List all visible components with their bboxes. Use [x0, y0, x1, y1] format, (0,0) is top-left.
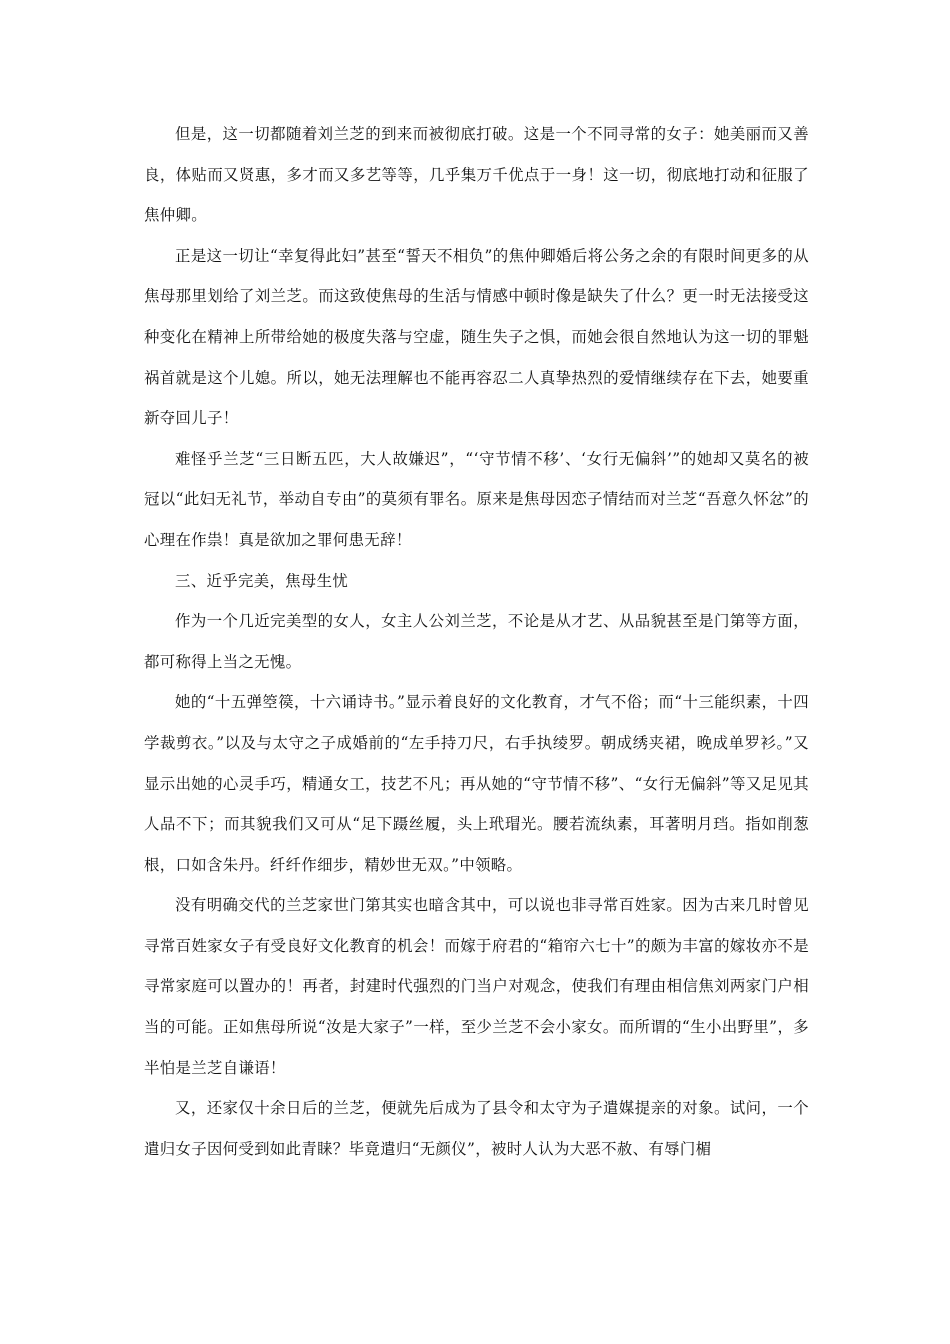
paragraph-5: 她的“十五弹箜篌，十六诵诗书。”显示着良好的文化教育，才气不俗；而“十三能织素，十四学裁剪衣。”以及与太守之子成婚前的“左手持刀尺，右手执绫罗。朝成绣夹裙，晚成单罗衫。”又显示出她的心灵手巧，精通女工，技艺不凡；再从她的“守节情不移”、“女行无偏斜”等又足见其人品不下；而其貌我们又可从“足下蹑丝履，头上玳瑁光。腰若流纨素，耳著明月珰。指如削葱根，口如含朱丹。纤纤作细步，精妙世无双。”中领略。	[144, 693, 809, 874]
document-page	[144, 114, 809, 1169]
paragraph-3: 难怪乎兰芝“三日断五匹，大人故嫌迟”，“‘守节情不移’、‘女行无偏斜’”的她却又莫名的被冠以“此妇无礼节，举动自专由”的莫须有罪名。原来是焦母因恋子情结而对兰芝“吾意久怀忿”的心理在作祟！真是欲加之罪何患无辞！	[144, 449, 809, 549]
paragraph-1: 但是，这一切都随着刘兰芝的到来而被彻底打破。这是一个不同寻常的女子：她美丽而又善良，体贴而又贤惠，多才而又多艺等等，几乎集万千优点于一身！这一切，彻底地打动和征服了焦仲卿。	[144, 125, 809, 225]
paragraph-7: 又，还家仅十余日后的兰芝，便就先后成为了县令和太守为子遣媒提亲的对象。试问，一个遣归女子因何受到如此青睐？毕竟遣归“无颜仪”，被时人认为大恶不赦、有辱门楣	[144, 1099, 809, 1158]
paragraph-6: 没有明确交代的兰芝家世门第其实也暗含其中，可以说也非寻常百姓家。因为古来几时曾见寻常百姓家女子有受良好文化教育的机会！而嫁于府君的“箱帘六七十”的颇为丰富的嫁妆亦不是寻常家庭可以置办的！再者，封建时代强烈的门当户对观念，使我们有理由相信焦刘两家门户相当的可能。正如焦母所说“汝是大家子”一样，至少兰芝不会小家女。而所谓的“生小出野里”，多半怕是兰芝自谦语！	[144, 896, 809, 1077]
paragraph-4: 作为一个几近完美型的女人，女主人公刘兰芝，不论是从才艺、从品貌甚至是门第等方面，都可称得上当之无愧。	[144, 612, 809, 671]
section-heading: 三、近乎完美，焦母生忧	[175, 571, 349, 590]
paragraph-2: 正是这一切让“幸复得此妇”甚至“誓天不相负”的焦仲卿婚后将公务之余的有限时间更多的从焦母那里划给了刘兰芝。而这致使焦母的生活与情感中顿时像是缺失了什么？更一时无法接受这种变化在精神上所带给她的极度失落与空虚，随生失子之惧，而她会很自然地认为这一切的罪魁祸首就是这个儿媳。所以，她无法理解也不能再容忍二人真挚热烈的爱情继续存在下去，她要重新夺回儿子！	[144, 246, 809, 428]
